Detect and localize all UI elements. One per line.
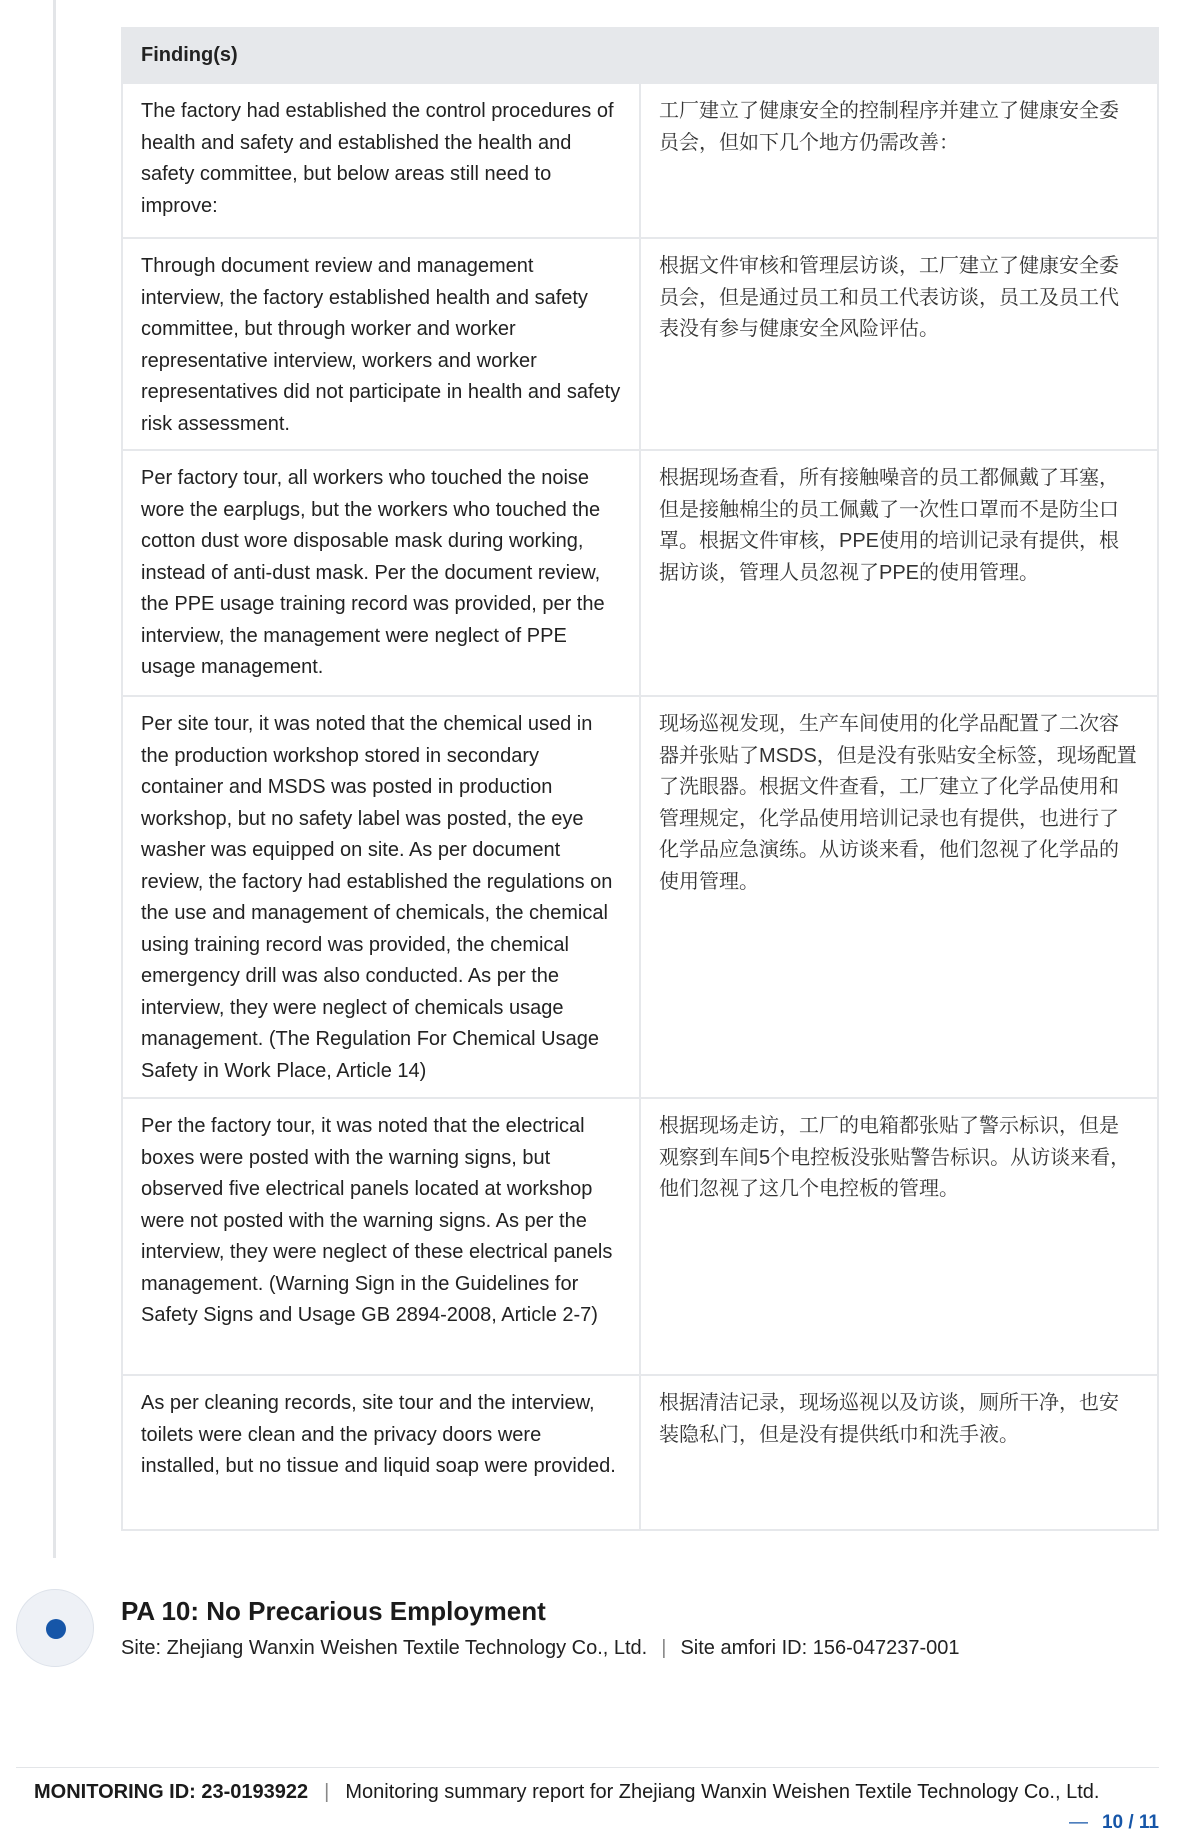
site-amfori-id: Site amfori ID: 156-047237-001 [680, 1637, 960, 1659]
site-name: Site: Zhejiang Wanxin Weishen Textile Technology Co., Ltd. [121, 1637, 648, 1659]
subtitle-separator: | [661, 1637, 667, 1659]
finding-chinese: 根据清洁记录，现场巡视以及访谈，厕所干净，也安装隐私门，但是没有提供纸巾和洗手液。 [640, 1375, 1158, 1530]
footer-divider [16, 1767, 1159, 1768]
table-row [122, 83, 1158, 238]
table-row [122, 696, 1158, 1098]
timeline-line [53, 0, 56, 1558]
page-indicator [1069, 1812, 1159, 1834]
finding-english: Per the factory tour, it was noted that the electrical boxes were posted with the warning signs, but observed five electrical panels located at workshop were not posted with the warning signs. As per the interview, they were neglect of these electrical panels management. (Warning Sign in the Guidelines for Safety Signs and Usage GB 2894-2008, Article 2-7) [122, 1098, 640, 1375]
section-subtitle [121, 1637, 960, 1660]
section-marker [16, 1589, 94, 1667]
finding-english: The factory had established the control procedures of health and safety and established the health and safety committee, but below areas still need to improve: [122, 83, 640, 238]
finding-english: Per site tour, it was noted that the chemical used in the production workshop stored in secondary container and MSDS was posted in production workshop, but no safety label was posted, the eye washer was equipped on site. As per document review, the factory had established the regulations on the use and management of chemicals, the chemical using training record was provided, the chemical emergency drill was also conducted. As per the interview, they were neglect of chemicals usage management. (The Regulation For Chemical Usage Safety in Work Place, Article 14) [122, 696, 640, 1098]
report-summary-title: Monitoring summary report for Zhejiang Wanxin Weishen Textile Technology Co., Ltd. [345, 1781, 1100, 1803]
table-row [122, 1098, 1158, 1375]
findings-header-row [122, 28, 1158, 83]
page-number: 10 / 11 [1101, 1812, 1159, 1833]
pager-dash: — [1068, 1812, 1088, 1833]
finding-chinese: 根据文件审核和管理层访谈，工厂建立了健康安全委员会，但是通过员工和员工代表访谈，员工及员工代表没有参与健康安全风险评估。 [640, 238, 1158, 450]
findings-table [121, 27, 1159, 1531]
finding-chinese: 根据现场走访，工厂的电箱都张贴了警示标识，但是观察到车间5个电控板没张贴警告标识。从访谈来看，他们忽视了这几个电控板的管理。 [640, 1098, 1158, 1375]
finding-chinese: 工厂建立了健康安全的控制程序并建立了健康安全委员会，但如下几个地方仍需改善： [640, 83, 1158, 238]
finding-english: Through document review and management interview, the factory established health and safety committee, but through worker and worker representative interview, workers and worker representatives did not participate in health and safety risk assessment. [122, 238, 640, 450]
finding-english: Per factory tour, all workers who touched the noise wore the earplugs, but the workers who touched the cotton dust wore disposable mask during working, instead of anti-dust mask. Per the document review, the PPE usage training record was provided, per the interview, the management were neglect of PPE usage management. [122, 450, 640, 696]
footer [34, 1781, 1099, 1804]
finding-chinese: 根据现场查看，所有接触噪音的员工都佩戴了耳塞，但是接触棉尘的员工佩戴了一次性口罩而不是防尘口罩。根据文件审核，PPE使用的培训记录有提供，根据访谈，管理人员忽视了PPE的使用管理。 [640, 450, 1158, 696]
table-row [122, 1375, 1158, 1530]
monitoring-id: MONITORING ID: 23-0193922 [34, 1781, 309, 1803]
finding-chinese: 现场巡视发现，生产车间使用的化学品配置了二次容器并张贴了MSDS，但是没有张贴安全标签，现场配置了洗眼器。根据文件查看，工厂建立了化学品使用和管理规定，化学品使用培训记录也有提供，也进行了化学品应急演练。从访谈来看，他们忽视了化学品的使用管理。 [640, 696, 1158, 1098]
section-title: PA 10: No Precarious Employment [121, 1596, 546, 1626]
table-row [122, 238, 1158, 450]
table-row [122, 450, 1158, 696]
finding-english: As per cleaning records, site tour and the interview, toilets were clean and the privacy doors were installed, but no tissue and liquid soap were provided. [122, 1375, 640, 1530]
findings-header: Finding(s) [122, 28, 1158, 83]
section-marker-dot-icon [46, 1619, 66, 1639]
footer-separator: | [324, 1781, 330, 1803]
